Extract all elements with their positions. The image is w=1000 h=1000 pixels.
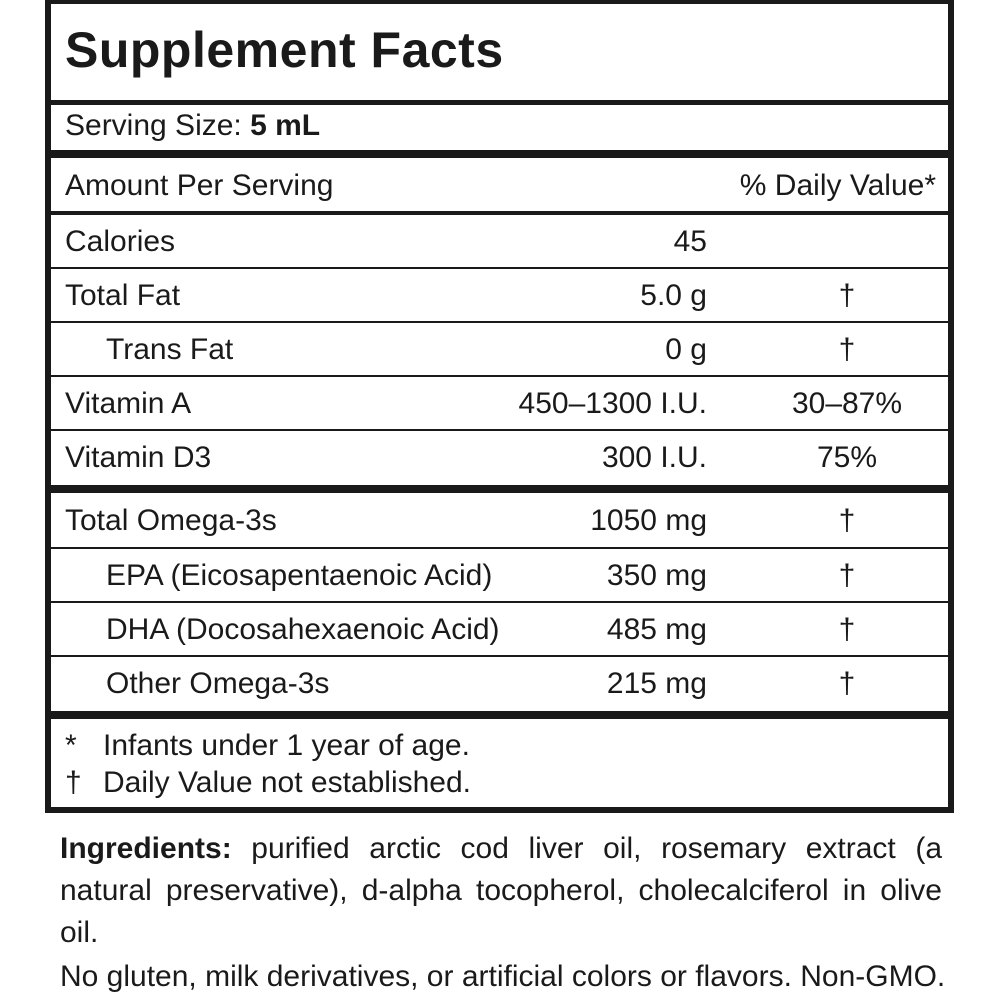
nutrient-row-total-omega-3s — [51, 494, 948, 548]
footnote-symbol: † — [65, 766, 82, 799]
nutrient-row-vitamin-d3 — [51, 431, 948, 485]
supplement-facts-panel — [45, 0, 954, 813]
ingredients-label: Ingredients: — [60, 832, 232, 865]
nutrient-row-total-fat — [51, 269, 948, 323]
thick-divider — [51, 711, 948, 719]
allergen-note: No gluten, milk derivatives, or artificial colors or flavors. Non-GMO. — [60, 960, 946, 993]
footnote-text: Daily Value not established. — [103, 766, 471, 799]
nutrient-name: Trans Fat — [106, 333, 234, 366]
nutrient-name: DHA (Docosahexaenoic Acid) — [106, 613, 500, 646]
amount-per-serving-label: Amount Per Serving — [65, 169, 334, 202]
nutrient-amount: 45 — [673, 225, 707, 258]
nutrient-dv: 75% — [816, 441, 878, 474]
nutrient-dv: 30–87% — [791, 387, 903, 420]
nutrient-dv: † — [838, 559, 856, 592]
footnote-infants — [65, 727, 470, 765]
column-header-row — [51, 159, 948, 213]
nutrient-amount: 215 mg — [606, 667, 707, 700]
nutrient-name: Vitamin A — [65, 387, 192, 420]
thick-divider — [51, 485, 948, 493]
daily-value-label: % Daily Value* — [739, 169, 936, 202]
nutrient-amount: 1050 mg — [590, 504, 707, 537]
nutrient-name: Vitamin D3 — [65, 441, 212, 474]
serving-size-label: Serving Size: — [65, 109, 242, 142]
ingredients-text: purified arctic cod liver oil, rosemary extract (a natural preservative), d-alpha tocopherol, cholecalciferol in olive oil. — [60, 832, 942, 949]
thick-divider — [51, 150, 948, 158]
nutrient-row-vitamin-a — [51, 377, 948, 431]
nutrient-amount: 0 g — [665, 333, 707, 366]
serving-size — [65, 104, 320, 148]
nutrient-name: EPA (Eicosapentaenoic Acid) — [106, 559, 493, 592]
nutrient-amount: 485 mg — [606, 613, 707, 646]
nutrient-dv: † — [838, 279, 856, 312]
serving-size-value: 5 mL — [250, 109, 321, 142]
nutrient-name: Other Omega-3s — [106, 667, 330, 700]
footnote-symbol: * — [65, 729, 77, 762]
nutrient-dv: † — [838, 667, 856, 700]
nutrient-dv: † — [838, 504, 856, 537]
nutrient-amount: 450–1300 I.U. — [518, 387, 707, 420]
nutrient-amount: 350 mg — [606, 559, 707, 592]
nutrient-row-calories — [51, 215, 948, 269]
nutrient-dv: † — [838, 613, 856, 646]
ingredients-statement — [60, 828, 942, 954]
footnote-daily-value — [65, 764, 471, 802]
panel-title: Supplement Facts — [65, 22, 504, 78]
nutrient-row-trans-fat — [51, 323, 948, 377]
nutrient-row-epa — [51, 549, 948, 603]
nutrient-name: Calories — [65, 225, 176, 258]
nutrient-amount: 5.0 g — [640, 279, 707, 312]
nutrient-name: Total Fat — [65, 279, 181, 312]
nutrient-name: Total Omega-3s — [65, 504, 277, 537]
nutrient-dv: † — [838, 333, 856, 366]
nutrient-row-other-omega-3s — [51, 657, 948, 711]
footnote-text: Infants under 1 year of age. — [103, 729, 470, 762]
nutrient-row-dha — [51, 603, 948, 657]
nutrient-amount: 300 I.U. — [601, 441, 707, 474]
